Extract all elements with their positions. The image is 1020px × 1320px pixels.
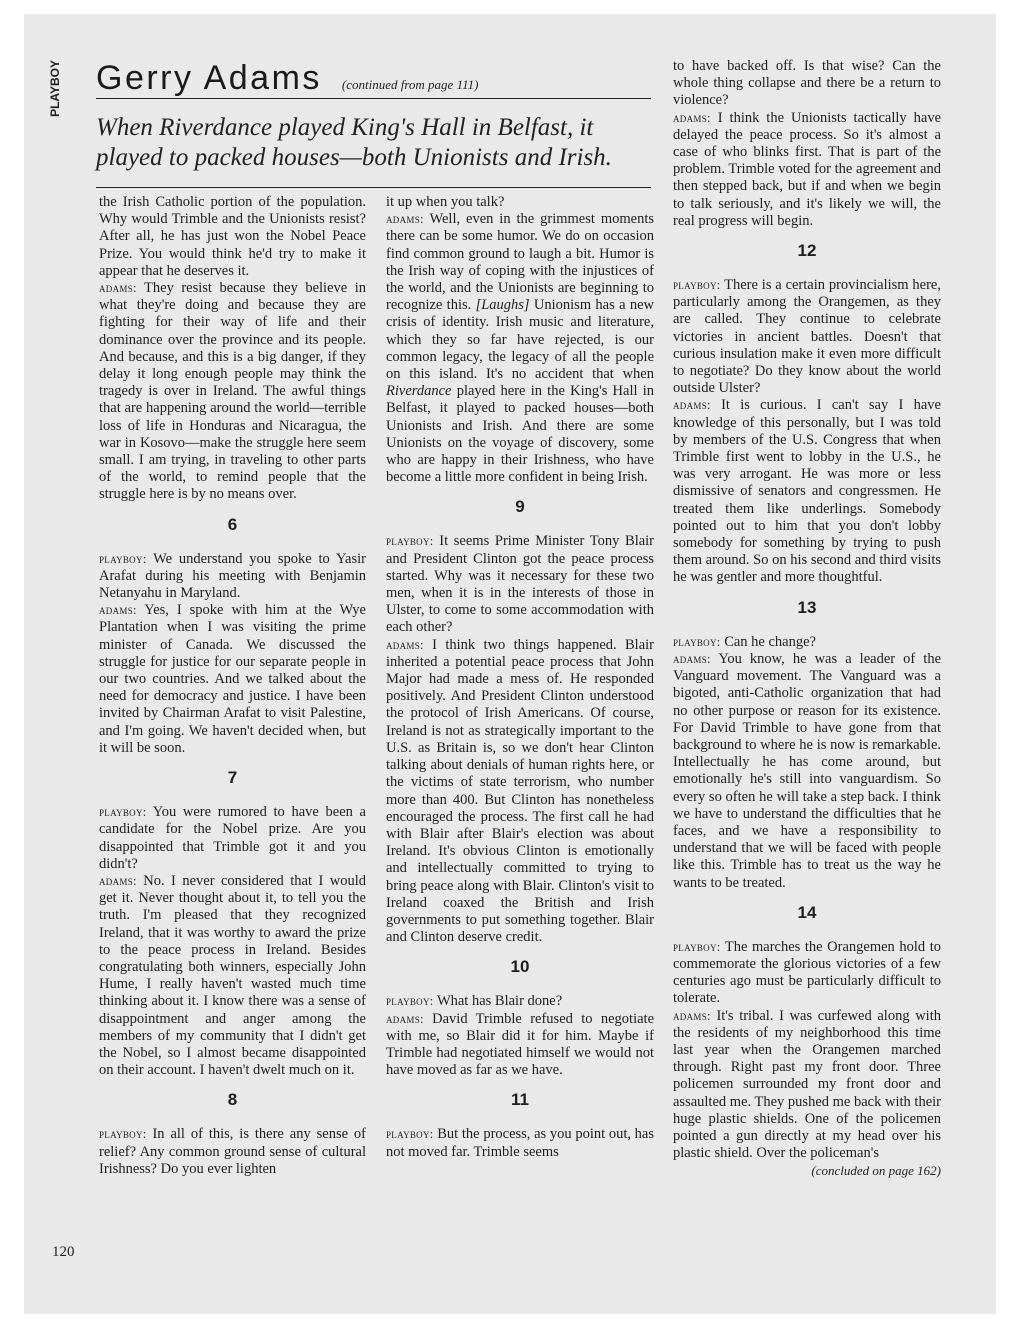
question-number: 6 bbox=[227, 514, 238, 534]
question-paragraph: playboy: It seems Prime Minister Tony Blair and President Clinton got the peace process started. Why was it necessary for these two men, when it is in the interests of those in Ulster, to come to some accommodation with each other? bbox=[386, 533, 655, 636]
answer-paragraph: adams: Well, even in the grimmest moments there can be some humor. We do on occasion find common ground to laugh a bit. Humor is the Irish way of coping with the injustices of the world, and the Unionists are beginning to recognize this. [Laughs] Unionism has a new crisis of identity. Irish music and literature, which they so far have rejected, is our common legacy, the legacy of all the people on this island. It's no accident that when Riverdance played here in the King's Hall in Belfast, it played to packed houses—both Unionists and Irish. And there are some Unionists on the voyage of discovery, some who are happy in their Irishness, who have become a little more confident in being Irish. bbox=[386, 211, 654, 486]
question-paragraph: playboy: Can he change? bbox=[673, 633, 816, 650]
question-paragraph: playboy: There is a certain provincialism here, particularly among the Orangemen, as they are called. They continue to celebrate victories in ancient battles. Doesn't that curious insulation make it even more difficult to negotiate? Do they know about the world outside Ulster? bbox=[673, 277, 941, 397]
answer-paragraph: adams: You know, he was a leader of the Vanguard movement. The Vanguard was a bigoted, anti-Catholic organization that had no other purpose or reason for its existence. For David Trimble to have gone from that background to where he is now is remarkable. Intellectually he has come around, but emotionally he's still into vanguardism. So every so often he will take a step back. I think we have to understand the difficulties that he faces, and we have a responsibility to understand that we will be faced with people like this. Trimble has to treat us the way he wants to be treated. bbox=[673, 650, 941, 891]
speaker-label: playboy: bbox=[99, 805, 147, 820]
answer-paragraph: adams: It is curious. I can't say I have knowledge of this personally, but I was told by members of the U.S. Congress that when Trimble first went to lobby in the U.S., he was very arrogant. He was more or less dismissive of senators and congressmen. He treated them like underlings. Somebody pointed out to him that you don't lobby somebody for something by trying to push them around. So on his second and third visits he was gentler and more thoughtful. bbox=[673, 397, 941, 586]
question-number: 7 bbox=[227, 768, 238, 788]
pullquote-rule bbox=[96, 187, 651, 188]
speaker-label: playboy: bbox=[673, 939, 721, 954]
speaker-label: adams: bbox=[673, 1008, 711, 1023]
speaker-label: playboy: bbox=[386, 994, 434, 1009]
answer-paragraph: adams: I think the Unionists tactically have delayed the peace process. So it's almost a case of who blinks first. That is part of the problem. Trimble voted for the agreement and then stepped back, but if and when we begin to talk seriously, and it's likely we will, the real progress will begin. bbox=[673, 109, 942, 229]
question-number: 11 bbox=[511, 1090, 529, 1110]
article-title: Gerry Adams bbox=[96, 59, 322, 97]
question-number: 9 bbox=[515, 497, 525, 517]
speaker-label: adams: bbox=[386, 212, 424, 227]
question-number: 8 bbox=[227, 1090, 238, 1110]
paragraph: it up when you talk? bbox=[386, 194, 505, 210]
question-paragraph: playboy: What has Blair done? bbox=[386, 993, 563, 1010]
speaker-label: playboy: bbox=[99, 551, 147, 566]
continued-note: (continued from page 111) bbox=[341, 77, 479, 92]
paragraph: to have backed off. Is that wise? Can the whole thing collapse and there be a return to violence? bbox=[673, 58, 941, 109]
answer-paragraph: adams: It's tribal. I was curfewed along with the residents of my neighborhood this time last year when the Orangemen marched through. Right past my front door. Three policemen surrounded my front door and assaulted me. They pushed me back with their huge plastic shields. One of the policemen pointed a gun directly at my head over his plastic shield. Over the policeman's bbox=[673, 1007, 941, 1162]
question-paragraph: playboy: We understand you spoke to Yasir Arafat during his meeting with Benjamin Netanyahu in Maryland. bbox=[99, 550, 366, 602]
question-paragraph: playboy: The marches the Orangemen hold to commemorate the glorious victories of a few centuries ago must be particularly difficult to tolerate. bbox=[673, 938, 941, 1007]
speaker-label: adams: bbox=[99, 281, 137, 296]
speaker-label: adams: bbox=[386, 637, 424, 652]
speaker-label: adams: bbox=[386, 1011, 424, 1026]
answer-paragraph: adams: I think two things happened. Blair inherited a potential peace process that John Major had made a mess of. He responded positively. And President Clinton understood the protocol of Irish Americans. Of course, Ireland is not as strategically important to the U.S. as Britain is, so we don't hear Clinton talking about denials of human rights here, or the victims of state terrorism, who number more than 400. But Clinton has nonetheless encouraged the process. The first call he had with Blair after Blair's election was about Ireland. It's obvious Clinton is emotionally and intellectually committed to trying to bring peace along with Blair. Clinton's visit to Ireland coaxed the British and Irish governments to put something together. Blair and Clinton deserve credit. bbox=[386, 636, 655, 946]
speaker-label: adams: bbox=[673, 110, 711, 125]
text-column-3 bbox=[673, 58, 941, 1180]
speaker-label: adams: bbox=[99, 873, 137, 888]
answer-paragraph: adams: David Trimble refused to negotiate with me, so Blair did it for him. Maybe if Trimble had negotiated himself we would not have moved as far as we have. bbox=[386, 1010, 655, 1079]
concluded-note: (concluded on page 162) bbox=[811, 1163, 941, 1179]
speaker-label: playboy: bbox=[386, 1127, 434, 1142]
question-number: 13 bbox=[797, 597, 817, 617]
speaker-label: playboy: bbox=[673, 278, 721, 293]
question-number: 14 bbox=[797, 902, 817, 922]
question-paragraph: playboy: In all of this, is there any sense of relief? Any common ground sense of cultural Irishness? Do you ever lighten bbox=[99, 1126, 367, 1177]
answer-paragraph: adams: They resist because they believe in what they're doing and because they are fighting for their way of life and their dominance over the province and its people. And because, and this is a big danger, if they delay it long enough people may think the tragedy is over in Ireland. The awful things that are happening around the world—terrible loss of life in Honduras and Nicaragua, the war in Kosovo—make the struggle here seem small. I am trying, in traveling to other parts of the world, to remind people that the struggle here is by no means over. bbox=[99, 280, 366, 503]
title-reference: Riverdance bbox=[386, 383, 452, 400]
question-number: 10 bbox=[510, 957, 530, 977]
paragraph: the Irish Catholic portion of the population. Why would Trimble and the Unionists resist? After all, he has just won the Nobel Peace Prize. You would think he'd try to make it appear that he deserves it. bbox=[99, 194, 366, 279]
text-column-1 bbox=[99, 194, 366, 1178]
running-head: PLAYBOY bbox=[48, 60, 62, 117]
article-header bbox=[96, 58, 651, 188]
question-number: 12 bbox=[797, 241, 817, 261]
question-paragraph: playboy: You were rumored to have been a candidate for the Nobel prize. Are you disappointed that Trimble got it and you didn't? bbox=[99, 804, 366, 872]
answer-paragraph: adams: Yes, I spoke with him at the Wye Plantation when I was visiting the prime minister of Canada. We discussed the struggle for justice for our separate people in our two countries. And we talked about the need for democracy and justice. I have been invited by Chairman Arafat to visit Palestine, and I'm going. We haven't decided when, but it will be soon. bbox=[99, 602, 366, 756]
speaker-label: adams: bbox=[673, 398, 711, 413]
speaker-label: playboy: bbox=[673, 634, 721, 649]
question-paragraph: playboy: But the process, as you point out, has not moved far. Trimble seems bbox=[386, 1126, 654, 1160]
speaker-label: adams: bbox=[99, 603, 137, 618]
text-column-2 bbox=[386, 194, 654, 1161]
answer-paragraph: adams: No. I never considered that I would get it. Never thought about it, to tell you the truth. I'm pleased that they recognized Ireland, that it was worthy to award the prize to the peace process in Ireland. Besides congratulating both winners, especially John Hume, I really haven't wasted much time thinking about it. I know there was a sense of disappointment and anger among the members of my community that I didn't get the Nobel, so I almost became disappointed on their account. I haven't dwelt much on it. bbox=[99, 872, 366, 1079]
stage-direction: [Laughs] bbox=[475, 297, 530, 314]
speaker-label: playboy: bbox=[99, 1127, 147, 1142]
speaker-label: playboy: bbox=[386, 534, 434, 549]
title-rule bbox=[96, 98, 651, 99]
pull-quote: When Riverdance played King's Hall in Belfast, it played to packed houses—both Unionists and Irish. bbox=[96, 114, 612, 171]
speaker-label: adams: bbox=[673, 651, 711, 666]
title-line bbox=[96, 58, 651, 98]
page-number: 120 bbox=[52, 1244, 75, 1260]
